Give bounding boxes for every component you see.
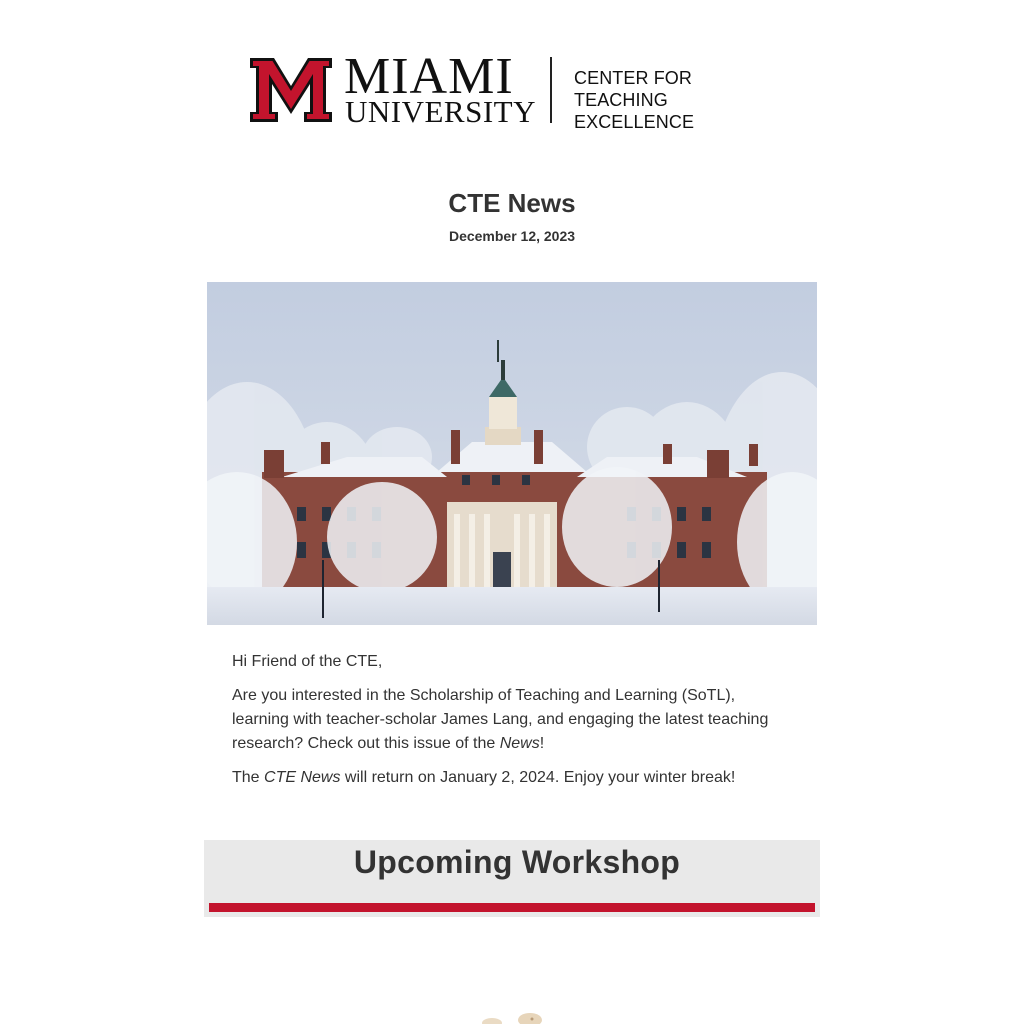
- section-title: Upcoming Workshop: [353, 844, 681, 880]
- newsletter-title: CTE News: [448, 188, 576, 218]
- intro-end: !: [539, 735, 545, 752]
- greeting-text: Hi Friend of the CTE,: [232, 653, 383, 670]
- miami-m-logo-icon: [250, 58, 332, 122]
- intro-italic-news: News: [499, 735, 540, 752]
- workshop-image-preview[interactable]: [470, 1008, 550, 1024]
- miami-cte-logo[interactable]: [248, 48, 788, 132]
- return-text-start: The: [232, 769, 265, 786]
- return-paragraph: [232, 766, 792, 790]
- intro-paragraph: [232, 684, 792, 756]
- logo-wordmark-university: UNIVERSITY: [345, 94, 536, 129]
- intro-text: Are you interested in the Scholarship of Teaching and Learning (SoTL), learning with teacher-scholar James Lang, and engaging the latest teaching research? Check out this issue of the: [232, 687, 769, 752]
- workshop-photo-icon: [470, 1008, 550, 1024]
- unit-name-line2: EXCELLENCE: [574, 112, 695, 132]
- section-accent-bar: [209, 903, 815, 912]
- logo-divider: [550, 57, 552, 123]
- snowy-campus-building-icon: [207, 282, 817, 625]
- unit-name: [574, 67, 788, 133]
- return-text-end: will return on January 2, 2024. Enjoy your winter break!: [340, 769, 736, 786]
- upcoming-workshop-header: [204, 840, 820, 917]
- return-italic-cte-news: CTE News: [264, 769, 341, 786]
- newsletter-date: December 12, 2023: [448, 228, 576, 244]
- logo-wordmark-miami: MIAMI: [344, 48, 514, 105]
- hero-image[interactable]: [207, 282, 817, 625]
- unit-name-line1: CENTER FOR TEACHING: [574, 68, 692, 110]
- newsletter-intro: [232, 650, 792, 800]
